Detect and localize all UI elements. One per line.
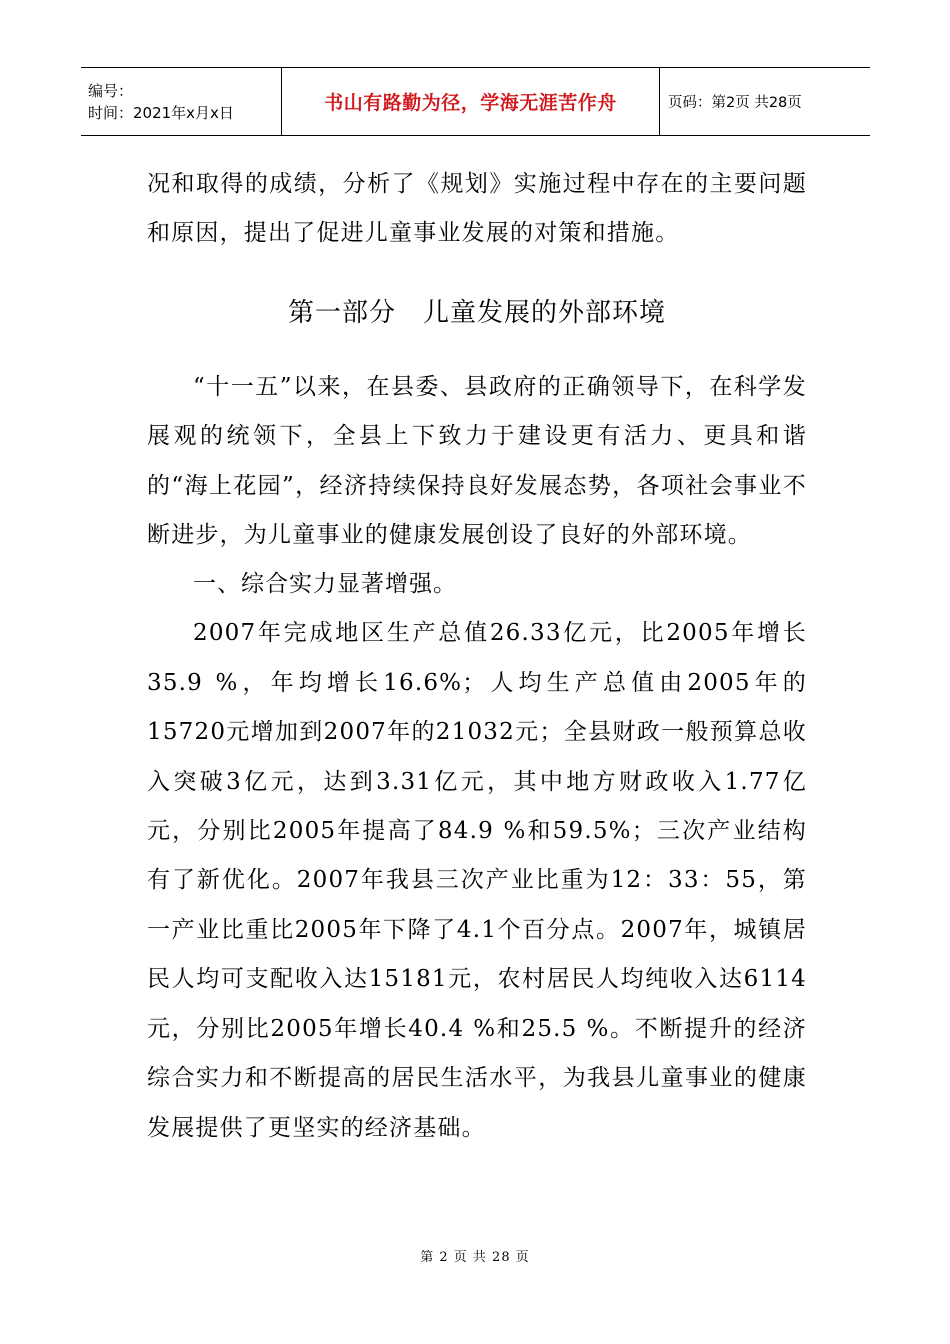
paragraph-external-environment: “十一五”以来，在县委、县政府的正确领导下，在科学发展观的统领下，全县上下致力于建设更有活力、更具和谐的“海上花园”，经济持续保持良好发展态势，各项社会事业不断进步，为儿童事业的健康发展创设了良好的外部环境。 bbox=[147, 373, 807, 549]
page-footer: 第 2 页 共 28 页 bbox=[420, 1250, 530, 1265]
section-title: 第一部分 儿童发展的外部环境 bbox=[287, 297, 666, 328]
header-page-info-cell bbox=[660, 68, 870, 135]
document-date: 时间：2021年x月x日 bbox=[88, 103, 234, 122]
subheading-strength: 一、综合实力显著增强。 bbox=[193, 571, 457, 598]
header-meta bbox=[81, 68, 282, 135]
paragraph-economy: 2007年完成地区生产总值26.33亿元，比2005年增长35.9 %，年均增长16.6%；人均生产总值由2005年的15720元增加到2007年的21032元；全县财政一般预算总收入突破3亿元，达到3.31亿元，其中地方财政收入1.77亿元，分别比2005年提高了84.9 %和59.5%；三次产业结构有了新优化。2007年我县三次产业比重为12：33：55，第一产业比重比2005年下降了4.1个百分点。2007年，城镇居民人均可支配收入达15181元，农村居民人均纯收入达6114元，分别比2005年增长40.4 %和25.5 %。不断提升的经济综合实力和不断提高的居民生活水平，为我县儿童事业的健康发展提供了更坚实的经济基础。 bbox=[147, 620, 808, 1141]
header-page-info: 页码：第2页 共28页 bbox=[668, 95, 802, 111]
page-header bbox=[81, 67, 870, 136]
document-body bbox=[147, 160, 807, 1153]
intro-paragraph: 况和取得的成绩，分析了《规划》实施过程中存在的主要问题和原因，提出了促进儿童事业发展的对策和措施。 bbox=[147, 171, 807, 247]
header-motto: 书山有路勤为径，学海无涯苦作舟 bbox=[324, 92, 617, 114]
document-number: 编号： bbox=[88, 81, 134, 100]
header-motto-cell bbox=[282, 68, 660, 135]
